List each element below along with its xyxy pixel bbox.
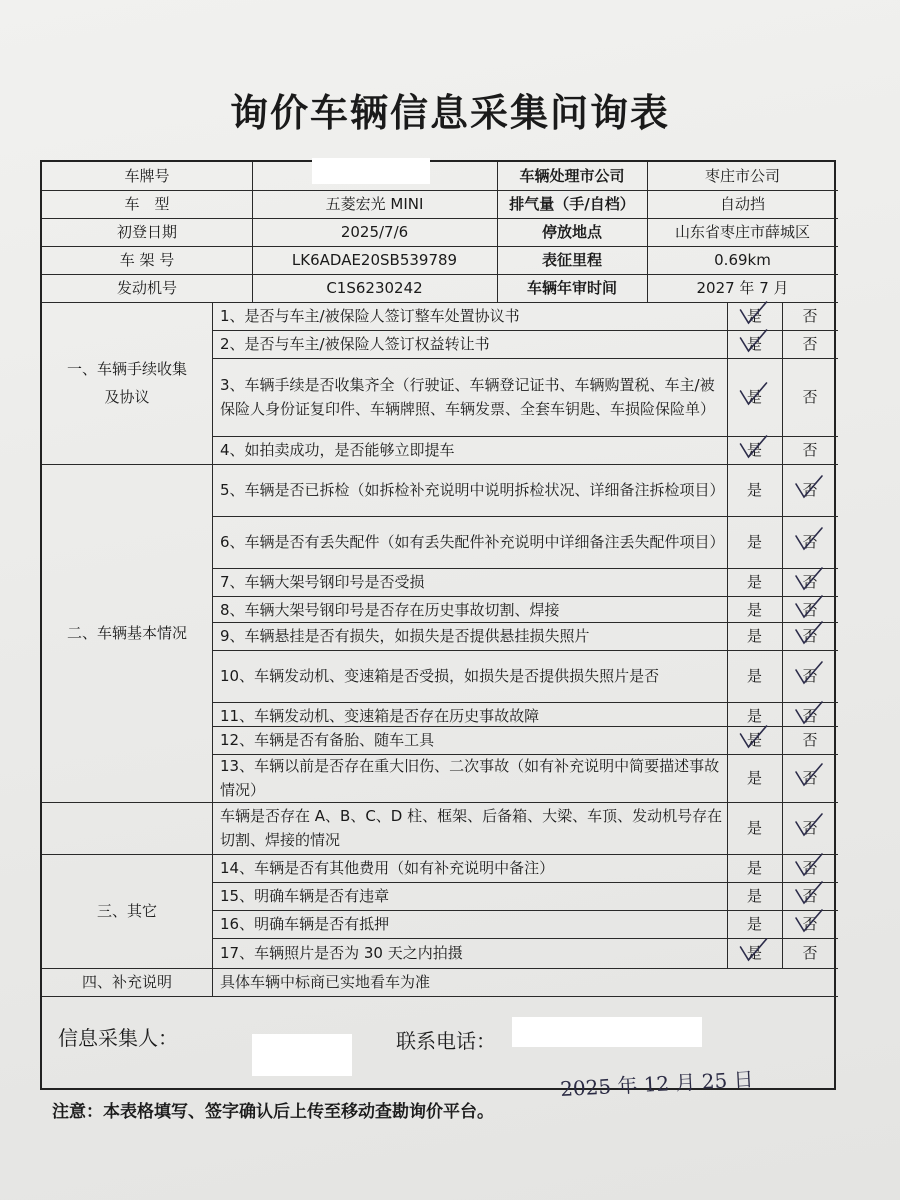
check-mark (796, 854, 822, 875)
no-option[interactable]: 否 (802, 819, 818, 837)
no-option[interactable]: 否 (802, 601, 818, 619)
question-text: 14、车辆是否有其他费用（如有补充说明中备注） (220, 859, 555, 877)
no-option[interactable]: 否 (802, 627, 818, 645)
check-mark (796, 910, 822, 931)
check-mark (741, 939, 767, 960)
check-mark (741, 726, 767, 747)
value-engine-no: C1S6230242 (326, 279, 423, 297)
question-text: 3、车辆手续是否收集齐全（行驶证、车辆登记证书、车辆购置税、车主/被保险人身份证复印件、车辆牌照、车辆发票、全套车钥匙、车损险保险单） (220, 376, 716, 418)
no-option[interactable]: 否 (802, 887, 818, 905)
check-mark (796, 764, 822, 785)
check-mark (741, 302, 767, 323)
value-displacement: 自动挡 (719, 195, 765, 213)
no-option[interactable]: 否 (802, 335, 818, 353)
check-mark (796, 568, 822, 589)
label-location: 停放地点 (541, 223, 602, 241)
check-mark (796, 596, 822, 617)
yes-option[interactable]: 是 (746, 707, 762, 725)
value-register-date: 2025/7/6 (340, 223, 409, 241)
yes-option[interactable]: 是 (746, 601, 762, 619)
question-text: 16、明确车辆是否有抵押 (220, 915, 390, 933)
question-text: 17、车辆照片是否为 30 天之内拍摄 (220, 944, 463, 962)
no-option[interactable]: 否 (802, 533, 818, 551)
yes-option[interactable]: 是 (746, 731, 762, 749)
value-vin: LK6ADAE20SB539789 (291, 251, 458, 269)
yes-option[interactable]: 是 (746, 573, 762, 591)
yes-option[interactable]: 是 (746, 769, 762, 787)
check-mark (741, 330, 767, 351)
yes-option[interactable]: 是 (746, 307, 762, 325)
label-mileage: 表征里程 (541, 251, 602, 269)
yes-option[interactable]: 是 (746, 627, 762, 645)
question-text: 12、车辆是否有备胎、随车工具 (220, 731, 435, 749)
check-mark (796, 528, 822, 549)
no-option[interactable]: 否 (802, 481, 818, 499)
label-inspection: 车辆年审时间 (526, 279, 617, 297)
collector-label: 信息采集人： (58, 1026, 178, 1050)
yes-option[interactable]: 是 (746, 667, 762, 685)
value-model: 五菱宏光 MINI (325, 195, 424, 213)
check-mark (796, 662, 822, 683)
yes-option[interactable]: 是 (746, 859, 762, 877)
question-text: 7、车辆大架号钢印号是否受损 (220, 573, 425, 591)
check-mark (796, 882, 822, 903)
yes-option[interactable]: 是 (746, 388, 762, 406)
footer-note: 注意：本表格填写、签字确认后上传至移动查勘询价平台。 (52, 1102, 494, 1122)
check-mark (796, 622, 822, 643)
no-option[interactable]: 否 (802, 441, 818, 459)
no-option[interactable]: 否 (802, 915, 818, 933)
no-option[interactable]: 否 (802, 769, 818, 787)
phone-label: 联系电话： (396, 1029, 496, 1053)
question-text: 13、车辆以前是否存在重大旧伤、二次事故（如有补充说明中简要描述事故情况） (220, 757, 720, 799)
no-option[interactable]: 否 (802, 859, 818, 877)
section-1-label: 一、车辆手续收集 及协议 (66, 360, 187, 406)
no-option[interactable]: 否 (802, 707, 818, 725)
check-mark (741, 383, 767, 404)
label-model: 车 型 (124, 195, 170, 213)
no-option[interactable]: 否 (802, 388, 818, 406)
no-option[interactable]: 否 (802, 307, 818, 325)
label-engine-no: 发动机号 (116, 279, 177, 297)
form-title: 询价车辆信息采集问询表 (229, 91, 670, 135)
question-text: 5、车辆是否已拆检（如拆检补充说明中说明拆检状况、详细备注拆检项目） (220, 481, 725, 499)
supplement-text: 具体车辆中标商已实地看车为准 (220, 973, 431, 991)
yes-option[interactable]: 是 (746, 481, 762, 499)
value-branch: 枣庄市公司 (704, 167, 780, 185)
handwritten-date: 2025 年 12 月 25 日 (559, 1066, 755, 1102)
no-option[interactable]: 否 (802, 573, 818, 591)
value-inspection: 2027 年 7 月 (696, 279, 789, 297)
yes-option[interactable]: 是 (746, 533, 762, 551)
check-mark (741, 436, 767, 457)
question-text: 8、车辆大架号钢印号是否存在历史事故切割、焊接 (220, 601, 560, 619)
yes-option[interactable]: 是 (746, 819, 762, 837)
check-mark (796, 702, 822, 723)
value-mileage: 0.69km (714, 251, 771, 269)
question-text: 6、车辆是否有丢失配件（如有丢失配件补充说明中详细备注丢失配件项目） (220, 533, 725, 551)
question-text: 车辆是否存在 A、B、C、D 柱、框架、后备箱、大梁、车顶、发动机号存在切割、焊接的情况 (220, 807, 723, 849)
yes-option[interactable]: 是 (746, 887, 762, 905)
yes-option[interactable]: 是 (746, 944, 762, 962)
no-option[interactable]: 否 (802, 944, 818, 962)
check-mark (796, 476, 822, 497)
yes-option[interactable]: 是 (746, 915, 762, 933)
label-plate: 车牌号 (124, 167, 170, 185)
section-2-label: 二、车辆基本情况 (66, 624, 187, 642)
yes-option[interactable]: 是 (746, 441, 762, 459)
label-displacement: 排气量（手/自档） (509, 195, 635, 213)
yes-option[interactable]: 是 (746, 335, 762, 353)
no-option[interactable]: 否 (802, 667, 818, 685)
label-vin: 车 架 号 (119, 251, 175, 269)
label-branch: 车辆处理市公司 (519, 167, 625, 185)
question-text: 11、车辆发动机、变速箱是否存在历史事故故障 (220, 707, 540, 725)
question-text: 2、是否与车主/被保险人签订权益转让书 (220, 335, 490, 353)
check-mark (796, 814, 822, 835)
question-text: 10、车辆发动机、变速箱是否受损，如损失是否提供损失照片是否 (220, 667, 660, 685)
no-option[interactable]: 否 (802, 731, 818, 749)
question-text: 15、明确车辆是否有违章 (220, 887, 390, 905)
question-text: 9、车辆悬挂是否有损失，如损失是否提供悬挂损失照片 (220, 627, 590, 645)
section-4-label: 四、补充说明 (81, 973, 172, 991)
question-text: 4、如拍卖成功，是否能够立即提车 (220, 441, 455, 459)
label-register-date: 初登日期 (116, 223, 177, 241)
section-3-label: 三、其它 (96, 902, 157, 920)
value-location: 山东省枣庄市薛城区 (674, 223, 810, 241)
question-text: 1、是否与车主/被保险人签订整车处置协议书 (220, 307, 520, 325)
